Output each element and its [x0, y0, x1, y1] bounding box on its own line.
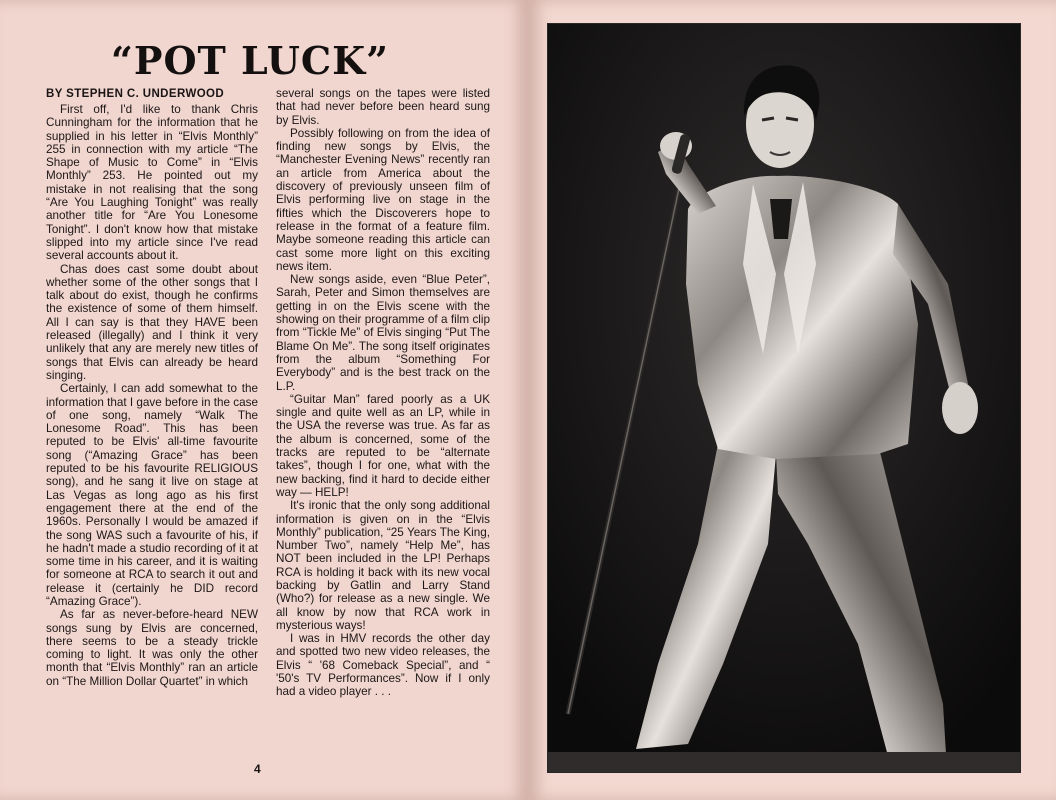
page-number: 4	[254, 762, 261, 776]
paragraph: New songs aside, even “Blue Peter”, Sarah, Peter and Simon themselves are getting in on the Elvis scene with the showing on their programme of a film clip from “Tickle Me” of Elvis singing “Put The Blame On Me”. The song itself originates from the album “Something For Everybody” and is the best track on the L.P.	[276, 273, 490, 393]
paragraph: As far as never-before-heard NEW songs sung by Elvis are concerned, there seems to be a steady trickle coming to light. It was only the other month that “Elvis Monthly” ran an article on “The Million Dollar Quartet” in which	[46, 608, 258, 688]
paragraph: First off, I'd like to thank Chris Cunningham for the information that he supplied in his letter in “Elvis Monthly” 255 in connection with my article “The Shape of Music to Come” in “Elvis Monthly” 253. He pointed out my mistake in not realising that the song “Are You Laughing Tonight” was really another title for “Are You Lonesome Tonight”. I don't know how that mistake slipped into my article since I've read several accounts about it.	[46, 103, 258, 263]
photo-illustration	[548, 24, 1020, 772]
paragraph-continued: several songs on the tapes were listed that had never before been heard sung by Elvis.	[276, 87, 490, 127]
paragraph: Possibly following on from the idea of finding new songs by Elvis, the “Manchester Evening News” recently ran an article from America about the discovery of previously unseen film of Elvis performing live on stage in the fifties which the Discoverers hope to release in the format of a feature film. Maybe someone reading this article can cast some more light on this exciting news item.	[276, 126, 490, 273]
paragraph: I was in HMV records the other day and spotted two new video releases, the Elvis “ '68 Comeback Special”, and “ '50's TV Performances”. Now if I only had a video player . . .	[276, 632, 490, 699]
article-column-1	[46, 103, 258, 688]
paragraph: Certainly, I can add somewhat to the information that I gave before in the case of one song, namely “Walk The Lonesome Road”. This has been reputed to be Elvis' all-time favourite song (“Amazing Grace” has been reputed to be his favourite RELIGIOUS song), and he sang it live on stage at Las Vegas as long ago as his first engagement there at the end of the 1960s. Personally I would be amazed if the song WAS such a favourite of his, if he hadn't made a studio recording of it at some time in his career, and it is waiting for someone at RCA to search it out and release it (certainly he DID record “Amazing Grace”).	[46, 382, 258, 608]
elvis-stage-photo	[548, 24, 1020, 772]
right-hand	[942, 382, 978, 434]
article-headline: “POT LUCK”	[111, 38, 389, 83]
article-column-2	[276, 87, 490, 699]
paragraph: It's ironic that the only song additional information is given on in the “Elvis Monthly” publication, “25 Years The King, Number Two”, namely “Help Me”, has NOT been included in the LP! Perhaps RCA is holding it back with its new vocal backing by Gatlin and Larry Stand (Who?) for release as a new single. We all know by now that RCA work in mysterious ways!	[276, 499, 490, 632]
article-byline: BY STEPHEN C. UNDERWOOD	[46, 88, 225, 100]
paragraph: Chas does cast some doubt about whether some of the other songs that I talk about do exist, though he confirms the existence of some of them himself. All I can say is that they HAVE been released (illegally) and I think it very unlikely that any are merely new titles of songs that Elvis can already be heard singing.	[46, 262, 258, 382]
stage-floor	[548, 752, 1020, 772]
paragraph: “Guitar Man” fared poorly as a UK single and quite well as an LP, while in the USA the reverse was true. As far as the album is concerned, some of the tracks are reputed to be “alternate takes”, though I for one, what with the new backing, find it hard to decide either way — HELP!	[276, 392, 490, 499]
